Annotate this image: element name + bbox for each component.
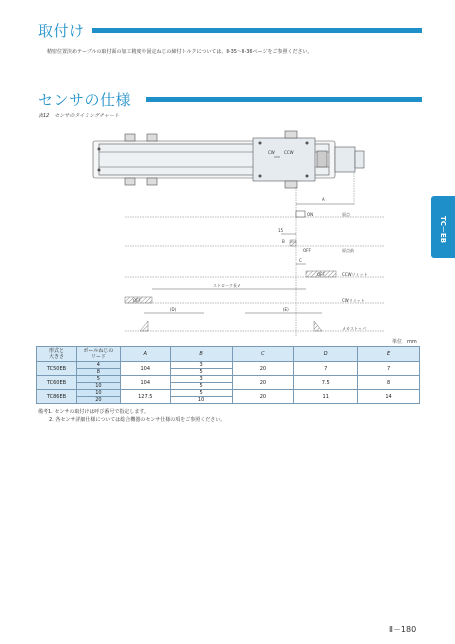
model-cell: TC50EB (37, 362, 77, 376)
d-cell: 7 (294, 362, 358, 376)
c-cell: 20 (232, 362, 294, 376)
cw-label: CW (268, 150, 275, 155)
table-drawing (93, 131, 364, 188)
lead-cell: 20 (76, 397, 120, 404)
table-header-row (37, 347, 420, 362)
mechanical-stopper-label: メカストッパ (342, 326, 366, 331)
section-title-sensor-spec: センサの仕様 (38, 91, 132, 109)
section-title-mounting: 取付け (38, 22, 85, 40)
b-cell: 10 (170, 397, 232, 404)
ccw-label: CCW (284, 150, 294, 155)
off-label-origin-pre: OFF (303, 248, 311, 253)
header-model: 形式と 大きさ (37, 347, 77, 362)
unit-label: 単位 mm (392, 339, 417, 345)
origin-label: 原点 (342, 212, 350, 217)
header-e: E (358, 347, 420, 362)
table-row (37, 376, 420, 383)
lead-cell: 5 (76, 376, 120, 383)
header-b: B (170, 347, 232, 362)
dim-e-label: (E) (283, 307, 289, 312)
b-cell: 5 (170, 383, 232, 390)
lead-cell: 10 (76, 390, 120, 397)
a-cell: 104 (120, 362, 170, 376)
header-c: C (232, 347, 294, 362)
e-cell: 7 (358, 362, 420, 376)
header-lead: ボールねじの リード (76, 347, 120, 362)
a-cell: 104 (120, 376, 170, 390)
figure-caption: 表12 センサのタイミングチャート (38, 113, 120, 119)
model-cell: TC86EB (37, 390, 77, 404)
note-2: 2. 各センサ詳細仕様については総合機器のセンサ仕様の項をご参照ください。 (49, 417, 226, 423)
e-cell: 8 (358, 376, 420, 390)
page-number: Ⅱ－180 (389, 625, 417, 634)
b-cell: 3 (170, 362, 232, 369)
c-cell: 20 (232, 376, 294, 390)
side-tab-label: TC－EB (439, 216, 447, 244)
cw-limit-label: CWリミット (342, 298, 365, 303)
model-cell: TC60EB (37, 376, 77, 390)
table-row (37, 362, 420, 369)
e-cell: 14 (358, 390, 420, 404)
c-cell: 20 (232, 390, 294, 404)
off-label-cw: OFF (133, 298, 141, 303)
a-cell: 127.5 (120, 390, 170, 404)
on-label: ON (307, 212, 314, 217)
dim-15-label: 15 (278, 228, 284, 233)
off-label-ccw: OFF (317, 272, 325, 277)
lead-cell: 10 (76, 383, 120, 390)
header-d: D (294, 347, 358, 362)
origin-pre-label: 原点前 (342, 248, 354, 253)
lead-cell: 4 (76, 362, 120, 369)
table-row (37, 390, 420, 397)
spec-table (36, 346, 420, 404)
ccw-limit-label: CCWリミット (342, 272, 368, 277)
b-cell: 3 (170, 376, 232, 383)
note-1: 備考1. センサの取付けは呼び番号で指定します。 (38, 409, 149, 415)
dim-c-label: C (299, 258, 302, 263)
b-cell: 5 (170, 369, 232, 376)
mounting-description: 精密位置決めテーブルの取付面の加工精度や固定ねじの締付トルクについては、Ⅱ-35～Ⅱ-36ページをご参照ください。 (47, 49, 313, 55)
sensor-timing-chart (85, 125, 385, 340)
side-tab (431, 196, 455, 258)
d-cell: 7.5 (294, 376, 358, 390)
d-cell: 11 (294, 390, 358, 404)
heading-rule (146, 97, 422, 102)
heading-rule (92, 28, 422, 33)
dim-a-label: A (322, 197, 325, 202)
dim-d-label: (D) (170, 307, 177, 312)
b-cell: 5 (170, 390, 232, 397)
header-a: A (120, 347, 170, 362)
stroke-length-label: ストローク長 ℓ (213, 283, 240, 288)
dim-b-label: B (282, 239, 285, 244)
lead-cell: 8 (76, 369, 120, 376)
